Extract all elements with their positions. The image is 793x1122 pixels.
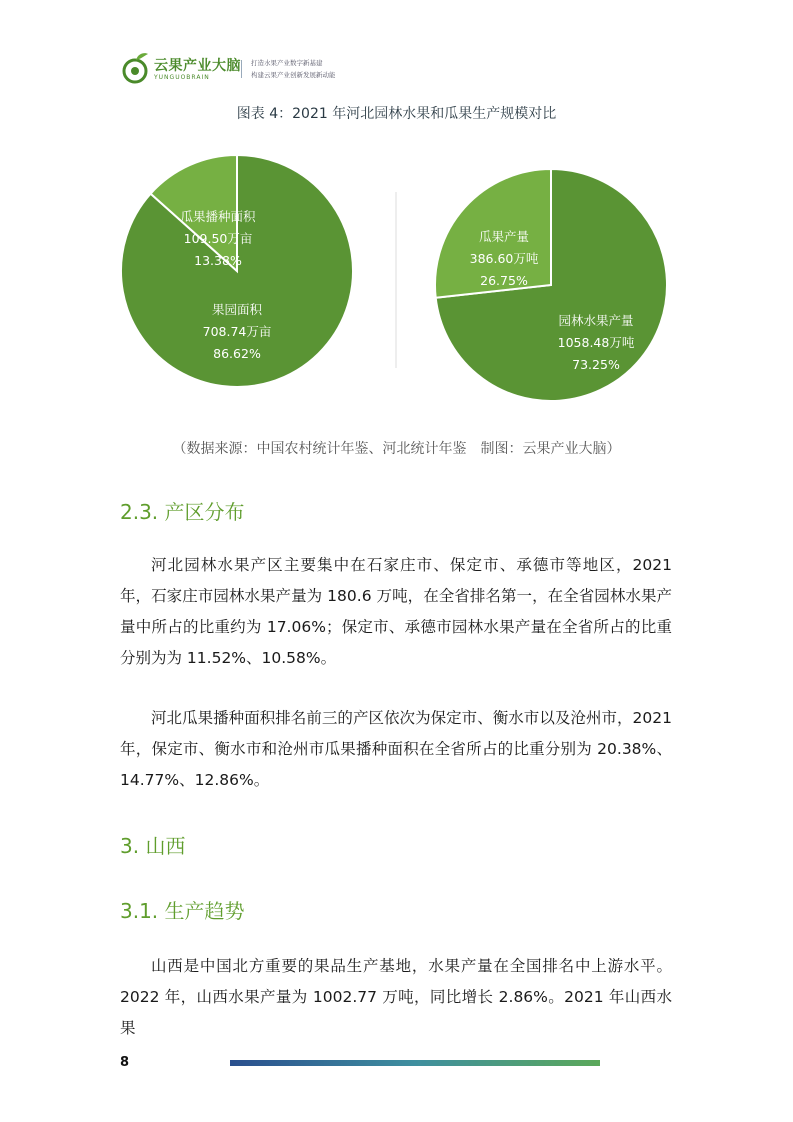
brand-name: 云果产业大脑 — [154, 58, 241, 74]
pie-data-label: 73.25% — [572, 357, 620, 372]
pie-data-label: 园林水果产量 — [558, 313, 634, 328]
slogan-line-2: 构建云果产业创新发展新动能 — [251, 71, 336, 79]
logo-icon — [122, 50, 150, 84]
pie-data-label: 瓜果播种面积 — [180, 209, 256, 224]
page-header — [122, 50, 482, 90]
figure-title: 图表 4：2021 年河北园林水果和瓜果生产规模对比 — [236, 106, 557, 122]
pie-data-label: 386.60万吨 — [469, 251, 539, 266]
pie-data-label: 瓜果产量 — [478, 229, 530, 244]
pie-data-label: 109.50万亩 — [183, 231, 253, 246]
page-number: 8 — [120, 1055, 130, 1070]
paragraph: 山西是中国北方重要的果品生产基地，水果产量在全国排名中上游水平。2022 年，山西水果产量为 1002.77 万吨，同比增长 2.86%。2021 年山西水果 — [120, 957, 672, 1037]
brand-name-en: YUNGUOBRAIN — [154, 74, 210, 81]
pie-data-label: 1058.48万吨 — [557, 335, 635, 350]
figure-source: （数据来源：中国农村统计年鉴、河北统计年鉴 制图：云果产业大脑） — [172, 441, 621, 457]
pie-data-label: 果园面积 — [211, 302, 263, 317]
pie-data-label: 26.75% — [480, 273, 528, 288]
pie-data-label: 13.38% — [194, 253, 242, 268]
footer-bar — [230, 1060, 600, 1066]
header-divider — [241, 60, 242, 78]
section-heading-3-1: 3.1. 生产趋势 — [120, 899, 245, 923]
paragraph: 河北园林水果产区主要集中在石家庄市、保定市、承德市等地区，2021 年，石家庄市园林水果产量为 180.6 万吨，在全省排名第一，在全省园林水果产量中所占的比重约为 17.06%；保定市、承德市园林水果产量在全省所占的比重分别为为 11.52%、10.58%。 — [120, 556, 672, 667]
slogan-line-1: 打造水果产业数字新基建 — [251, 59, 323, 67]
paragraph: 河北瓜果播种面积排名前三的产区依次为保定市、衡水市以及沧州市，2021 年，保定市、衡水市和沧州市瓜果播种面积在全省所占的比重分别为 20.38%、14.77%、12.86%。 — [120, 709, 672, 789]
pie-data-label: 86.62% — [213, 346, 261, 361]
section-heading-2-3: 2.3. 产区分布 — [120, 500, 245, 524]
pie-data-label: 708.74万亩 — [202, 324, 272, 339]
pie-charts — [0, 140, 793, 420]
section-heading-3: 3. 山西 — [120, 834, 186, 858]
